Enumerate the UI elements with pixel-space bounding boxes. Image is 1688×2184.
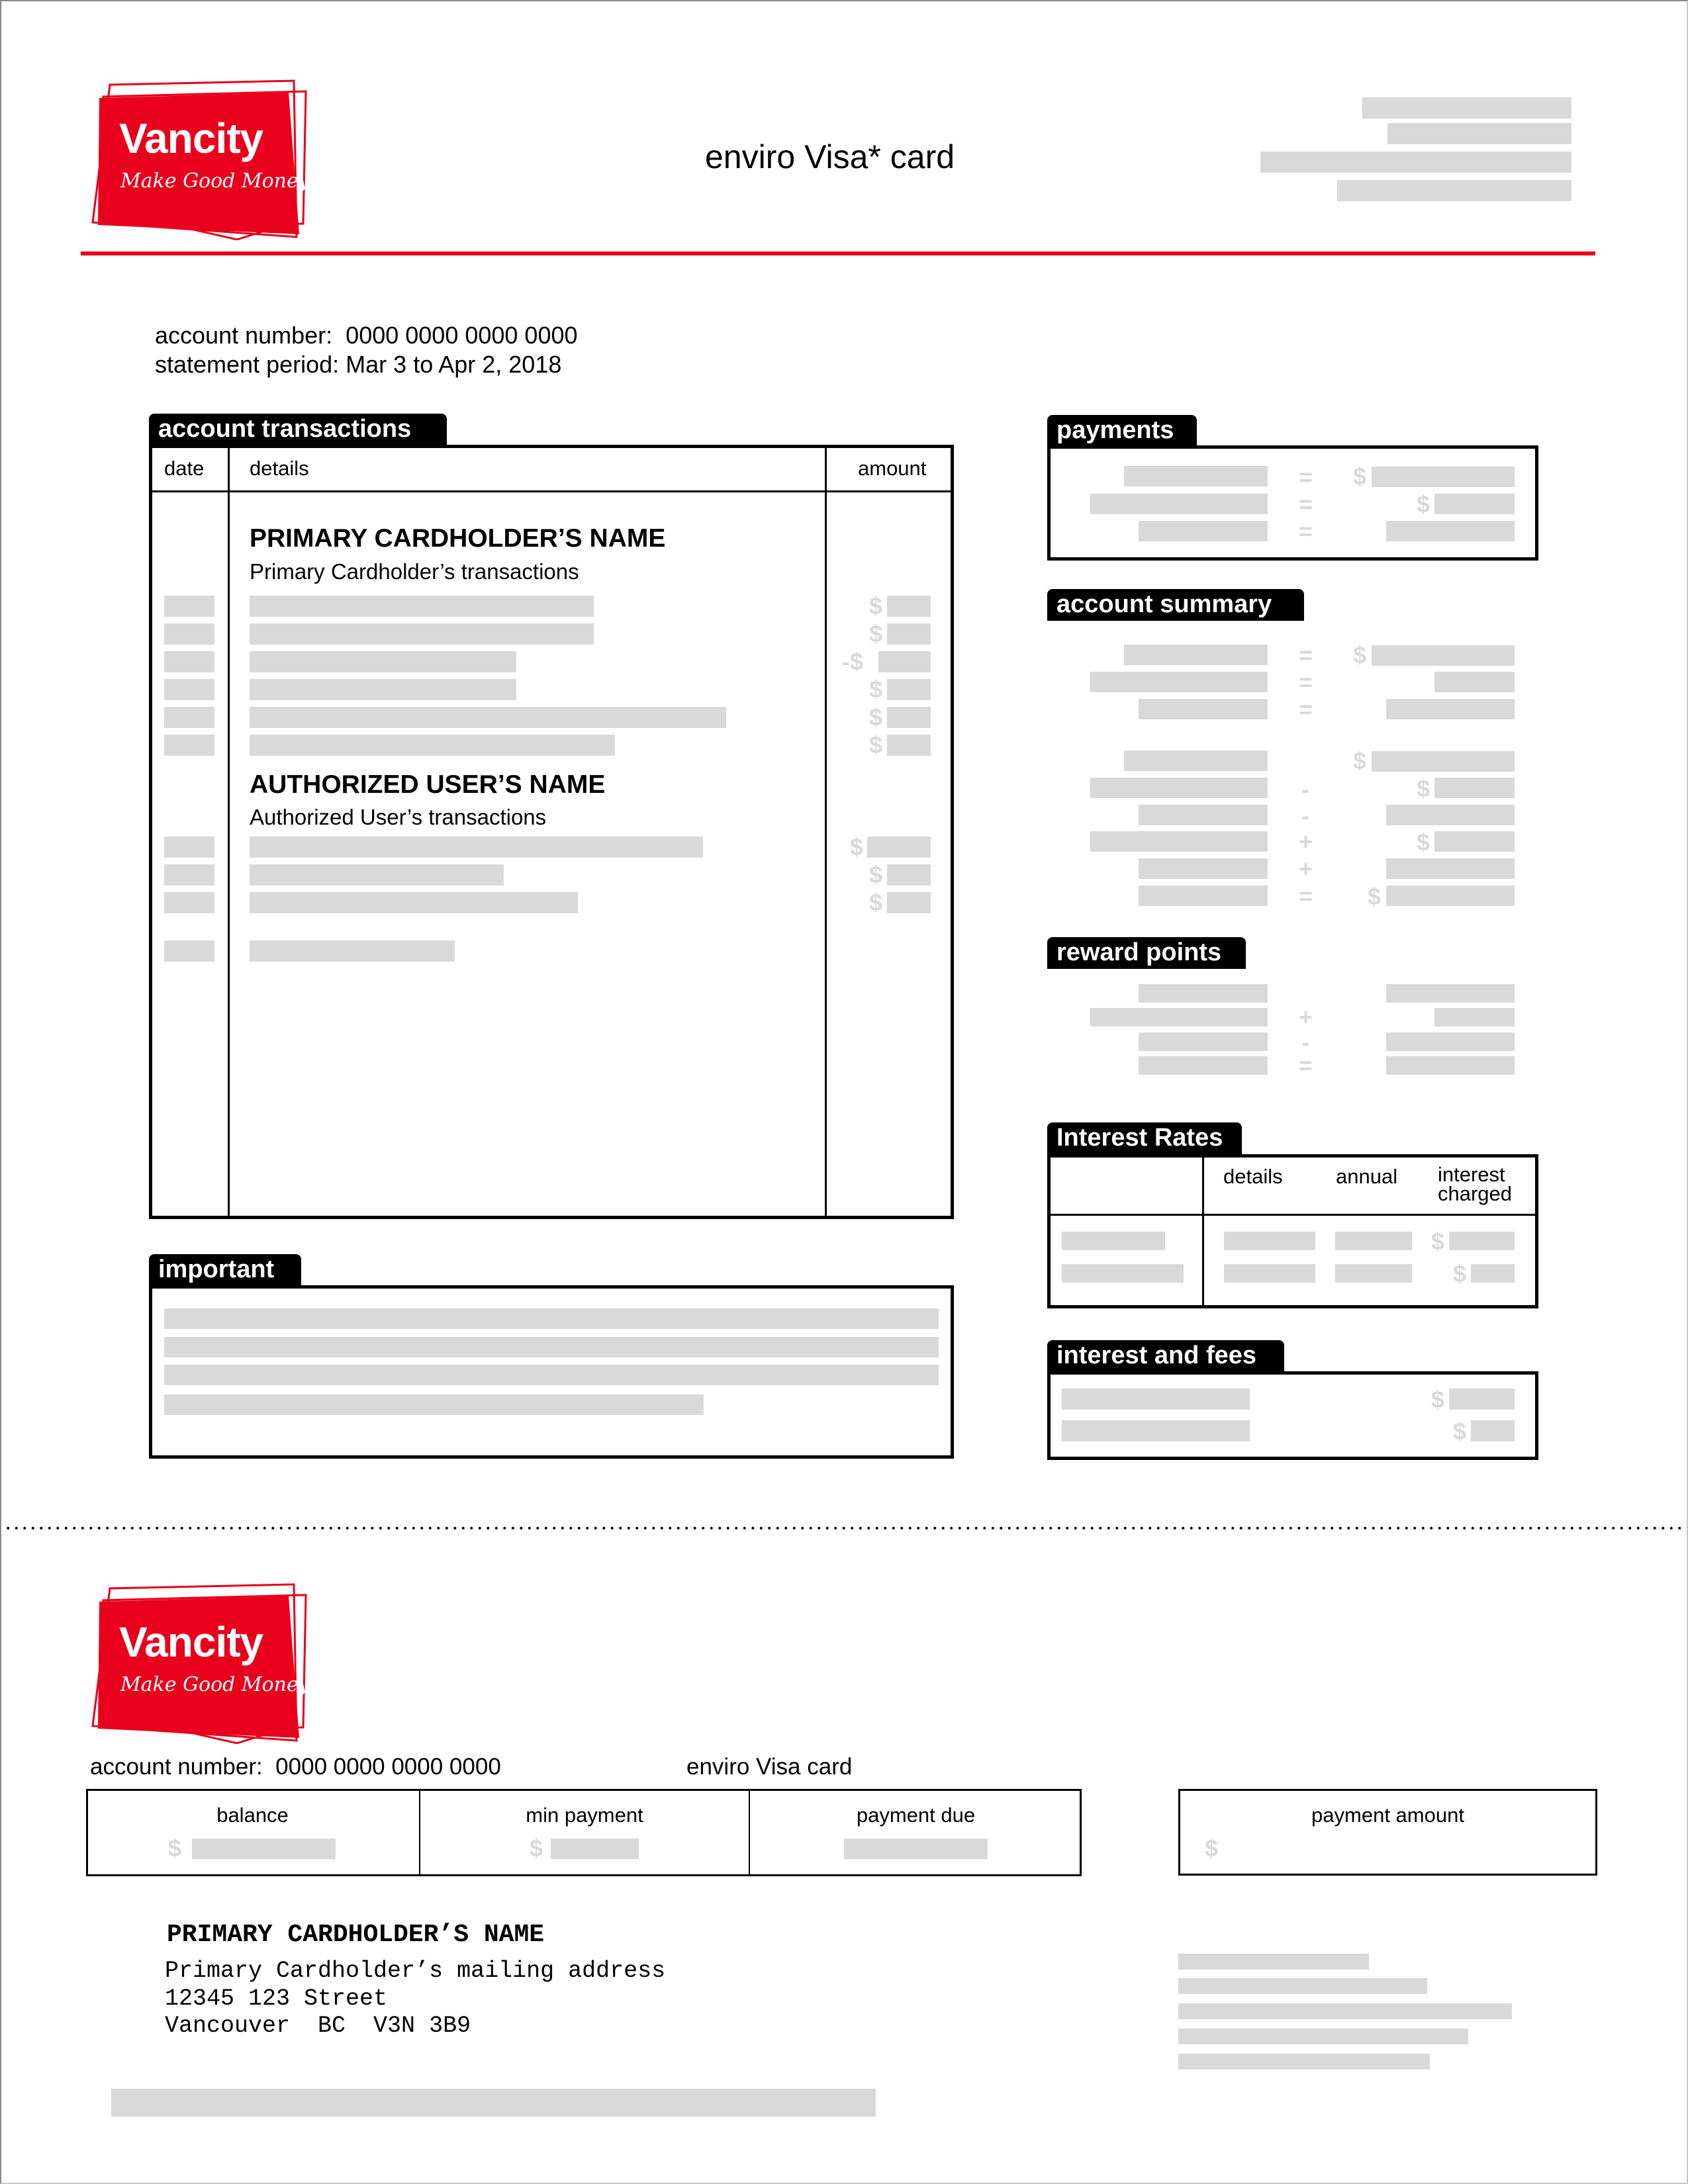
- value-redacted: [1434, 494, 1515, 514]
- details-redacted: [250, 623, 594, 645]
- primary-cardholder-subtitle: Primary Cardholder’s transactions: [250, 559, 579, 584]
- date-redacted: [164, 679, 214, 700]
- important-title: important: [149, 1254, 301, 1286]
- date-redacted: [164, 892, 214, 913]
- charged-redacted: [1471, 1264, 1515, 1283]
- value-redacted: [1471, 1420, 1515, 1441]
- dollar-icon: $: [869, 676, 883, 703]
- logo-tagline: Make Good Money: [120, 169, 310, 193]
- details-redacted: [250, 651, 516, 672]
- details-redacted: [250, 707, 726, 728]
- remit-account-number-line: [90, 1754, 501, 1780]
- label-redacted: [1139, 1032, 1268, 1051]
- column-divider: [825, 445, 827, 1219]
- dollar-icon: $: [869, 731, 883, 758]
- column-divider: [419, 1789, 420, 1876]
- mailing-name: PRIMARY CARDHOLDER’S NAME: [167, 1921, 545, 1949]
- column-header-date: date: [164, 457, 205, 480]
- redacted-text: [164, 1337, 939, 1357]
- value-redacted: [1434, 778, 1515, 798]
- authorized-user-name: AUTHORIZED USER’S NAME: [250, 770, 606, 799]
- dollar-icon: $: [1417, 829, 1430, 856]
- dollar-icon: $: [1453, 1418, 1467, 1445]
- amount-redacted: [867, 837, 931, 858]
- equals-icon: =: [1299, 490, 1313, 518]
- details-redacted: [1224, 1232, 1315, 1250]
- redacted-text: [1387, 123, 1571, 144]
- plus-icon: +: [1299, 1003, 1313, 1030]
- negative-dollar-icon: -$: [842, 648, 864, 675]
- details-redacted: [250, 679, 516, 700]
- account-summary-title: account summary: [1047, 589, 1304, 621]
- dollar-icon: $: [1453, 1260, 1467, 1287]
- date-redacted: [164, 837, 214, 858]
- account-number-label: account number:: [155, 322, 333, 349]
- value-redacted: [1386, 1056, 1515, 1075]
- dollar-icon: $: [1417, 775, 1430, 802]
- value-redacted: [1386, 805, 1515, 825]
- dollar-icon: $: [1431, 1386, 1445, 1413]
- redacted-text: [1362, 97, 1571, 118]
- account-number-label: account number:: [90, 1754, 263, 1780]
- date-redacted: [164, 596, 214, 617]
- dollar-icon: $: [1431, 1228, 1445, 1255]
- date-redacted: [164, 623, 214, 645]
- equals-icon: =: [1299, 518, 1313, 545]
- value-redacted: [1386, 699, 1515, 719]
- reward-points-title: reward points: [1047, 937, 1246, 969]
- label-redacted: [1090, 831, 1268, 852]
- dollar-icon: $: [168, 1835, 182, 1862]
- plus-icon: +: [1299, 828, 1313, 855]
- redacted-text: [1260, 152, 1571, 173]
- redacted-text: [164, 1308, 939, 1329]
- redacted-text: [164, 1365, 939, 1385]
- label-redacted: [1139, 521, 1268, 541]
- charged-redacted: [1449, 1232, 1515, 1250]
- date-redacted: [164, 940, 214, 962]
- value-redacted: [1434, 831, 1515, 852]
- plus-icon: +: [1299, 855, 1313, 882]
- logo-wordmark: Vancity: [119, 114, 263, 162]
- details-redacted: [250, 892, 578, 913]
- payment-amount-label: payment amount: [1311, 1803, 1464, 1827]
- dollar-icon: $: [1205, 1835, 1219, 1862]
- remit-card-name: enviro Visa card: [686, 1754, 853, 1780]
- dollar-icon: $: [869, 889, 883, 916]
- min-payment-label: min payment: [526, 1803, 643, 1827]
- equals-icon: =: [1299, 1052, 1313, 1079]
- minus-icon: -: [1301, 1028, 1309, 1056]
- statement-period-line: [155, 351, 561, 379]
- interest-and-fees-title: interest and fees: [1047, 1340, 1284, 1372]
- dollar-icon: $: [869, 861, 883, 888]
- remit-summary-box: [86, 1789, 1082, 1876]
- equals-icon: =: [1299, 641, 1313, 668]
- label-redacted: [1139, 699, 1268, 719]
- label-redacted: [1090, 778, 1268, 798]
- redacted-text: [1178, 2054, 1430, 2070]
- column-divider: [1202, 1154, 1204, 1308]
- tear-off-line: [4, 1527, 1685, 1529]
- vancity-logo: [85, 1582, 310, 1744]
- payment-due-label: payment due: [856, 1803, 976, 1827]
- column-divider: [749, 1789, 750, 1876]
- value-redacted: [1386, 521, 1515, 541]
- label-redacted: [1062, 1388, 1250, 1410]
- column-header-interest-charged: [1438, 1165, 1512, 1203]
- details-redacted: [250, 596, 594, 617]
- header-row-divider: [1047, 1214, 1538, 1216]
- label-redacted: [1139, 858, 1268, 879]
- value-redacted: [1386, 858, 1515, 879]
- label-redacted: [1139, 886, 1268, 906]
- min-payment-redacted: [551, 1839, 639, 1859]
- value-redacted: [1372, 751, 1515, 772]
- header-row-divider: [149, 490, 954, 492]
- label-redacted: [1062, 1264, 1184, 1283]
- header-divider: [81, 251, 1595, 255]
- dollar-icon: $: [1368, 883, 1382, 910]
- account-number-value: 0000 0000 0000 0000: [275, 1754, 501, 1780]
- column-header-details: details: [250, 457, 309, 480]
- amount-redacted: [887, 596, 931, 617]
- interest-rates-title: Interest Rates: [1047, 1122, 1242, 1154]
- details-redacted: [250, 837, 703, 858]
- value-redacted: [1386, 984, 1515, 1003]
- amount-redacted: [887, 679, 931, 700]
- redacted-text: [164, 1394, 704, 1415]
- dollar-icon: $: [869, 620, 883, 647]
- label-redacted: [1090, 494, 1268, 514]
- vancity-logo: [85, 78, 310, 240]
- details-redacted: [250, 940, 455, 962]
- column-header-details: details: [1223, 1165, 1283, 1188]
- label-redacted: [1124, 751, 1268, 771]
- value-redacted: [1386, 886, 1515, 906]
- mailing-address-line1: Primary Cardholder’s mailing address: [165, 1958, 666, 1984]
- redacted-text: [1178, 2028, 1468, 2044]
- value-redacted: [1372, 645, 1515, 666]
- label-redacted: [1062, 1420, 1250, 1441]
- date-redacted: [164, 864, 214, 886]
- date-redacted: [164, 735, 214, 756]
- account-transactions-title: account transactions: [149, 414, 447, 445]
- label-redacted: [1139, 984, 1268, 1003]
- value-redacted: [1434, 1008, 1515, 1026]
- account-number-line: [155, 322, 578, 349]
- mailing-address-line3: Vancouver BC V3N 3B9: [165, 2013, 471, 2039]
- balance-redacted: [192, 1839, 336, 1859]
- minus-icon: -: [1301, 802, 1309, 829]
- amount-redacted: [887, 707, 931, 728]
- minus-icon: -: [1301, 776, 1309, 803]
- redacted-text: [1178, 1978, 1427, 1994]
- details-redacted: [250, 735, 615, 756]
- amount-redacted: [878, 651, 931, 672]
- label-redacted: [1124, 466, 1268, 486]
- value-redacted: [1434, 672, 1515, 692]
- redacted-text: [1178, 2003, 1512, 2019]
- account-number-value: 0000 0000 0000 0000: [346, 322, 578, 349]
- column-header-line: interest: [1438, 1163, 1505, 1186]
- column-header-line: charged: [1438, 1182, 1513, 1205]
- column-header-amount: amount: [858, 457, 927, 480]
- date-redacted: [164, 707, 214, 728]
- statement-period-value: Mar 3 to Apr 2, 2018: [346, 351, 562, 378]
- redacted-text: [1178, 1954, 1369, 1970]
- dollar-icon: $: [530, 1835, 543, 1862]
- dollar-icon: $: [850, 833, 864, 860]
- equals-icon: =: [1299, 668, 1313, 696]
- interest-and-fees-box: [1047, 1371, 1538, 1460]
- payment-amount-field[interactable]: [1178, 1789, 1597, 1876]
- equals-icon: =: [1299, 463, 1313, 490]
- scanline-redacted: [111, 2089, 876, 2116]
- value-redacted: [1386, 1032, 1515, 1051]
- card-title: enviro Visa* card: [705, 138, 955, 175]
- value-redacted: [1449, 1388, 1515, 1410]
- dollar-icon: $: [1353, 463, 1367, 490]
- dollar-icon: $: [1417, 490, 1430, 518]
- payment-due-redacted: [844, 1839, 988, 1859]
- value-redacted: [1372, 467, 1515, 487]
- details-redacted: [250, 864, 504, 886]
- details-redacted: [1224, 1264, 1315, 1283]
- amount-redacted: [887, 735, 931, 756]
- column-divider: [228, 445, 230, 1219]
- label-redacted: [1139, 805, 1268, 825]
- logo-tagline: Make Good Money: [120, 1673, 310, 1696]
- label-redacted: [1090, 1008, 1268, 1026]
- amount-redacted: [887, 864, 931, 886]
- equals-icon: =: [1299, 696, 1313, 723]
- logo-wordmark: Vancity: [119, 1618, 263, 1666]
- statement-period-label: statement period:: [155, 351, 340, 378]
- equals-icon: =: [1299, 882, 1313, 909]
- annual-redacted: [1335, 1232, 1412, 1250]
- redacted-text: [1337, 180, 1571, 201]
- dollar-icon: $: [1353, 641, 1367, 668]
- mailing-address-line2: 12345 123 Street: [165, 1985, 388, 2012]
- date-redacted: [164, 651, 214, 672]
- authorized-user-subtitle: Authorized User’s transactions: [250, 805, 547, 829]
- amount-redacted: [887, 892, 931, 913]
- label-redacted: [1124, 645, 1268, 665]
- annual-redacted: [1335, 1264, 1412, 1283]
- label-redacted: [1090, 672, 1268, 692]
- column-header-annual: annual: [1336, 1165, 1398, 1188]
- dollar-icon: $: [869, 704, 883, 731]
- payments-title: payments: [1047, 415, 1197, 447]
- amount-redacted: [887, 623, 931, 645]
- dollar-icon: $: [1353, 747, 1367, 774]
- balance-label: balance: [216, 1803, 289, 1827]
- label-redacted: [1062, 1232, 1165, 1250]
- dollar-icon: $: [869, 592, 883, 619]
- label-redacted: [1139, 1056, 1268, 1075]
- primary-cardholder-name: PRIMARY CARDHOLDER’S NAME: [250, 524, 666, 553]
